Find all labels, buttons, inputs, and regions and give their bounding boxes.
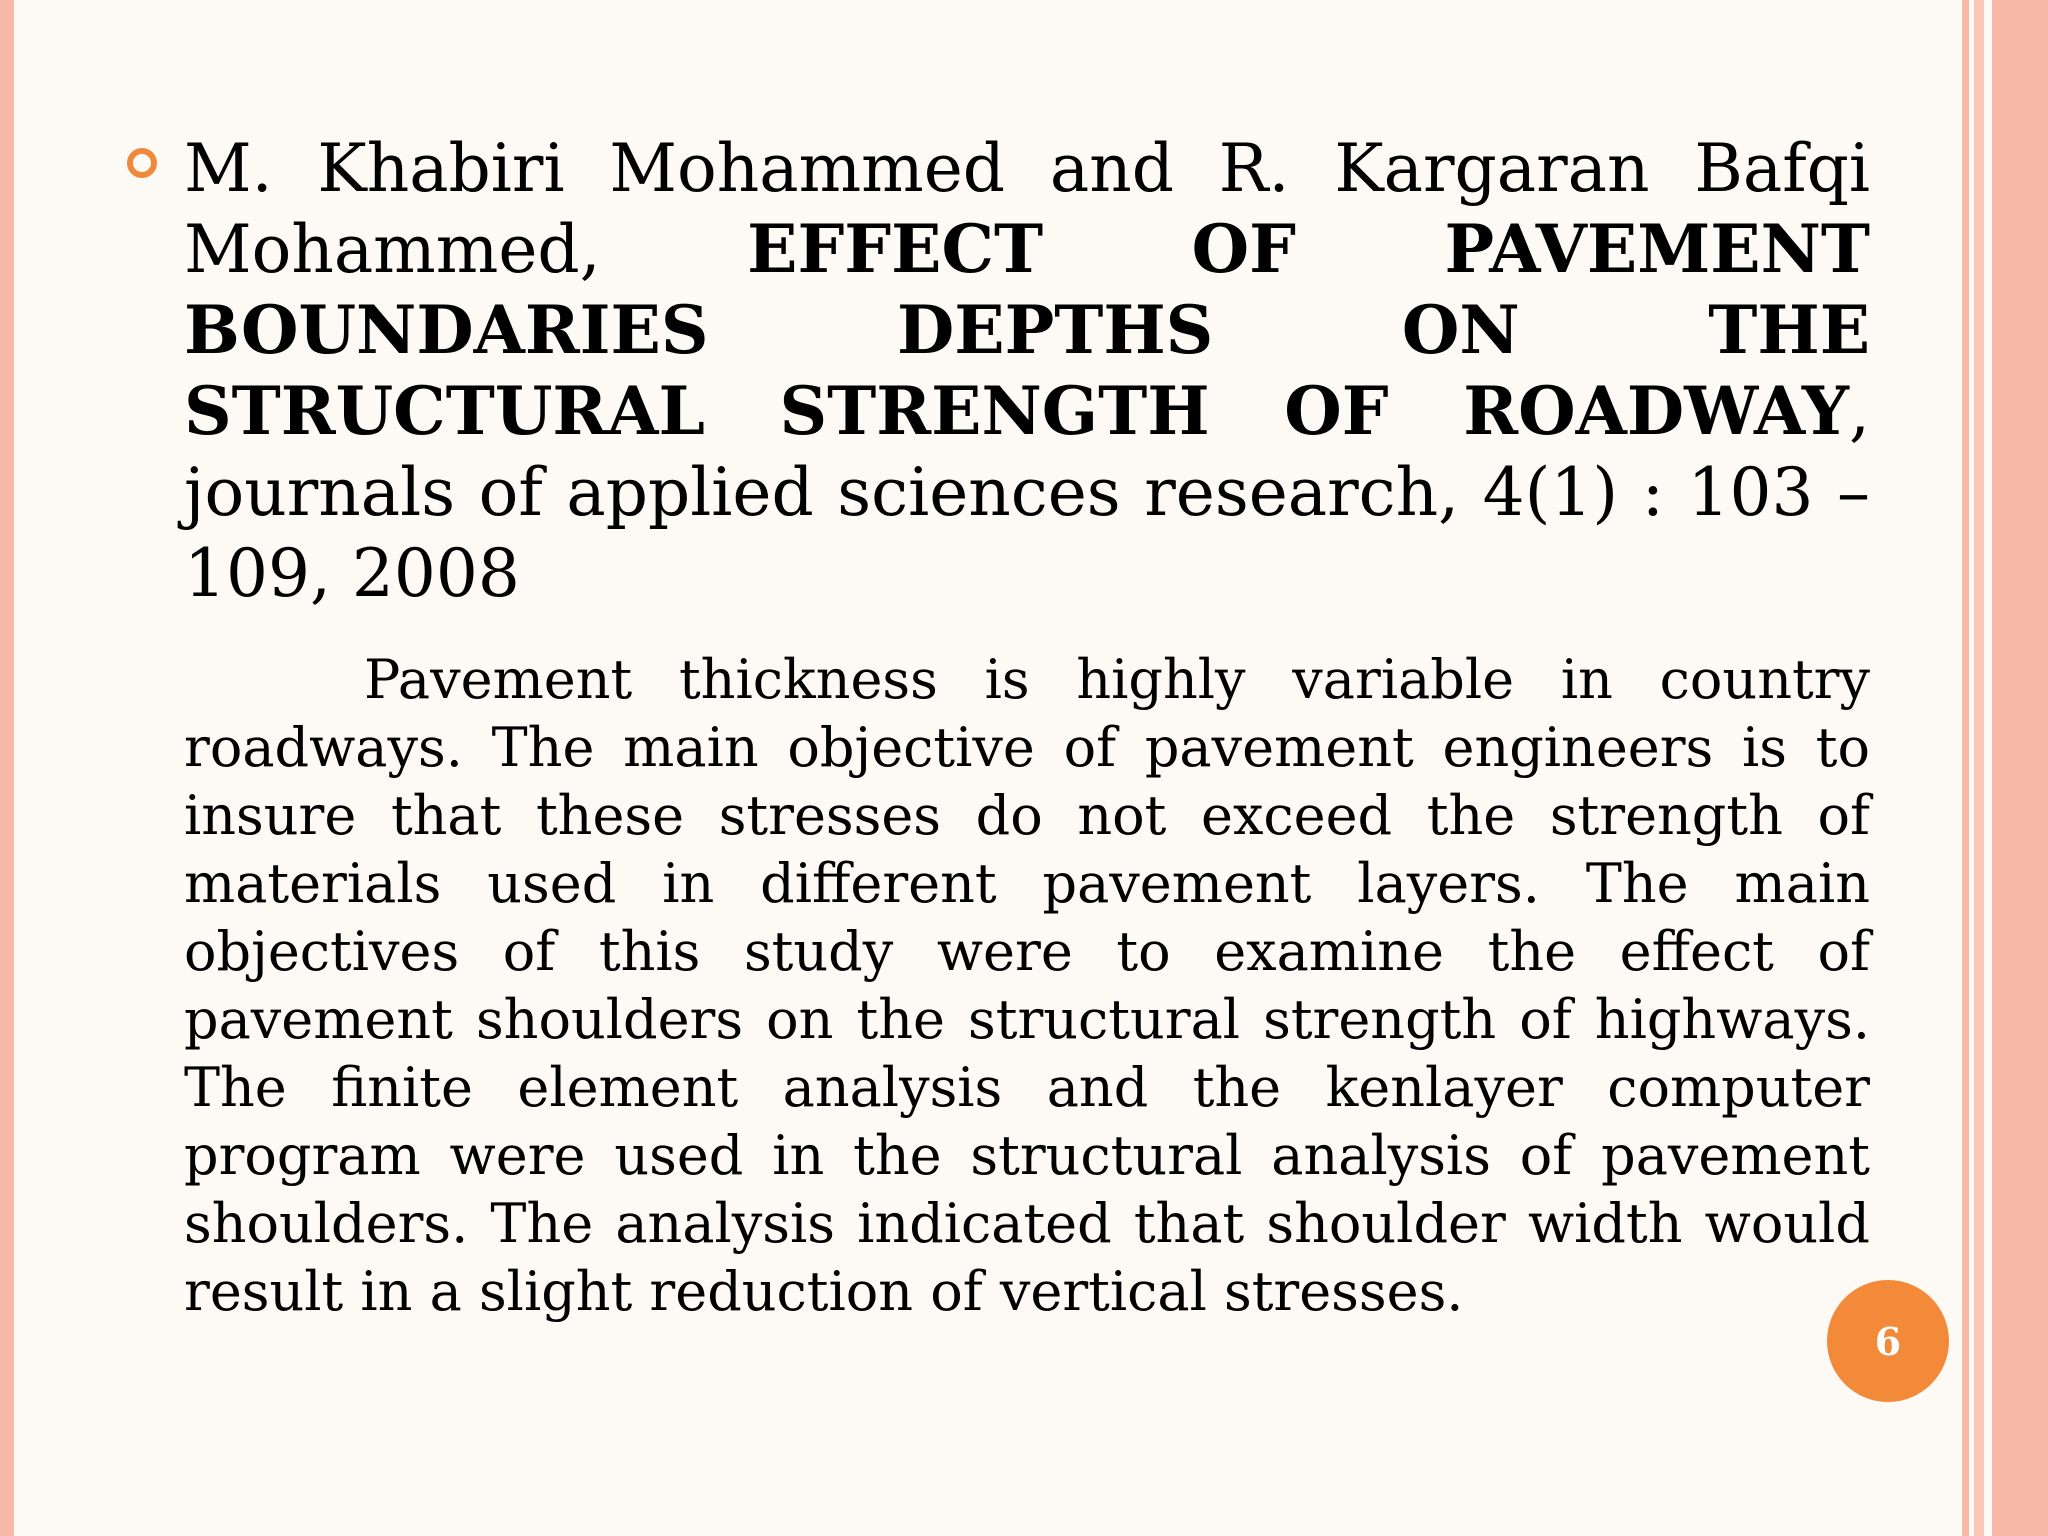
- abstract-paragraph: Pavement thickness is highly variable in country roadways. The main objective of pavement engineers is to insure that these stresses do not exceed the strength of materials used in different pavement layers. The main objectives of this study were to examine the effect of pavement shoulders on the structural strength of highways. The finite element analysis and the kenlayer computer program were used in the structural analysis of pavement shoulders. The analysis indicated that shoulder width would result in a slight reduction of vertical stresses.: [184, 648, 1870, 1323]
- page-number-badge: [1827, 1280, 1949, 1402]
- right-border-stripe-outer: [1992, 0, 2048, 1536]
- citation-title-suffix: ,: [1849, 373, 1870, 450]
- bullet-circle-icon: [127, 148, 157, 178]
- citation-text: [184, 128, 1870, 614]
- citation-authors: M. Khabiri Mohammed and R. Kargaran Bafqi Mohammed,: [184, 130, 1870, 288]
- citation-source: journals of applied sciences research, 4(1) : 103 – 109, 2008: [184, 454, 1870, 612]
- page-number: 6: [1874, 1318, 1902, 1364]
- right-border-stripe-inner: [1962, 0, 1969, 1536]
- left-border-stripe: [0, 0, 14, 1536]
- right-border-stripe-middle: [1974, 0, 1984, 1536]
- citation-title: EFFECT OF PAVEMENT BOUNDARIES DEPTHS ON THE STRUCTURAL STRENGTH OF ROADWAY: [184, 210, 1871, 450]
